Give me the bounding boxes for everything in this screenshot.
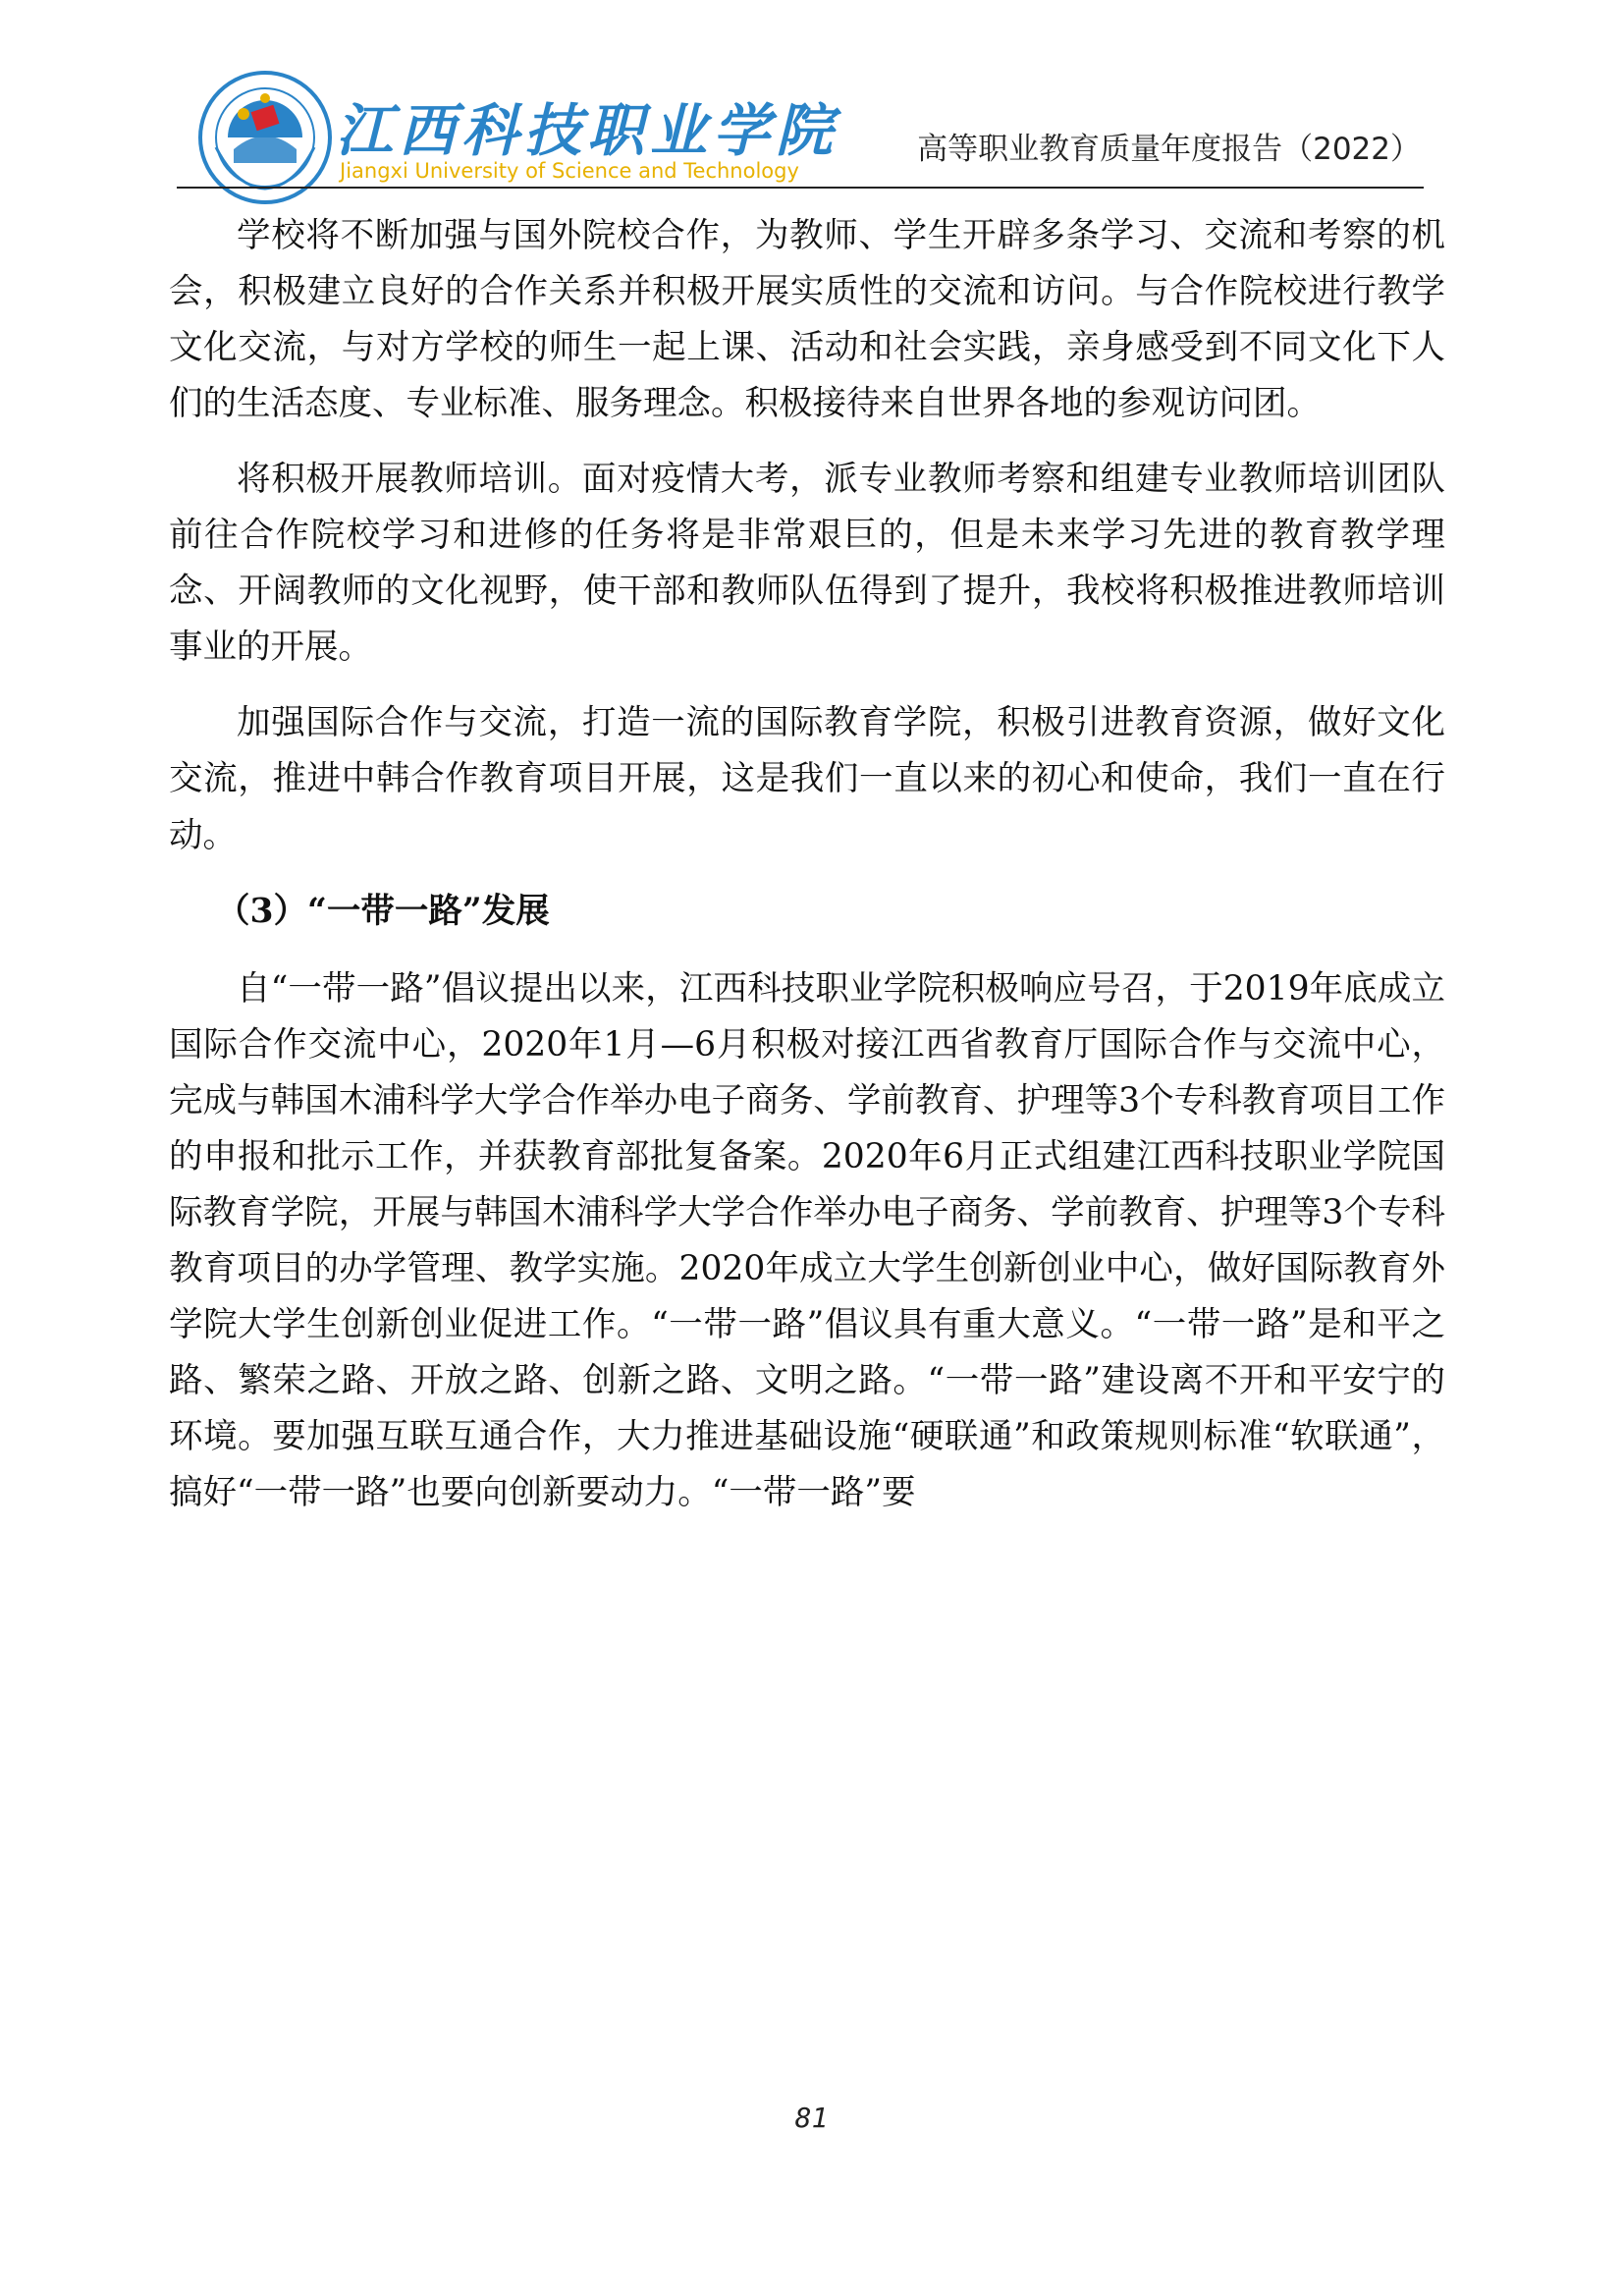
section-paragraph: 自“一带一路”倡议提出以来，江西科技职业学院积极响应号召，于2019年底成立国际合作交流中心，2020年1月—6月积极对接江西省教育厅国际合作与交流中心，完成与韩国木浦科学大学合作举办电子商务、学前教育、护理等3个专科教育项目工作的申报和批示工作，并获教育部批复备案。2020年6月正式组建江西科技职业学院国际教育学院，开展与韩国木浦科学大学合作举办电子商务、学前教育、护理等3个专科教育项目的办学管理、教学实施。2020年成立大学生创新创业中心，做好国际教育外学院大学生创新创业促进工作。“一带一路”倡议具有重大意义。“一带一路”是和平之路、繁荣之路、开放之路、创新之路、文明之路。“一带一路”建设离不开和平安宁的环境。要加强互联互通合作，大力推进基础设施“硬联通”和政策规则标准“软联通”，搞好“一带一路”也要向创新要动力。“一带一路”要 [169,969,1445,1513]
page-body [169,208,1445,1541]
paragraph: 加强国际合作与交流，打造一流的国际教育学院，积极引进教育资源，做好文化交流，推进中韩合作教育项目开展，这是我们一直以来的初心和使命，我们一直在行动。 [169,703,1445,855]
logo-english-name: Jiangxi University of Science and Technology [340,159,799,183]
report-title: 高等职业教育质量年度报告（2022） [917,132,1421,167]
header-divider [177,187,1424,189]
section-heading: （3）“一带一路”发展 [216,892,550,932]
paragraph: 将积极开展教师培训。面对疫情大考，派专业教师考察和组建专业教师培训团队前往合作院校学习和进修的任务将是非常艰巨的，但是未来学习先进的教育教学理念、开阔教师的文化视野，使干部和教师队伍得到了提升，我校将积极推进教师培训事业的开展。 [169,460,1445,667]
page-number: 81 [794,2102,829,2134]
university-emblem-icon [196,69,334,206]
logo-chinese-name: 江西科技职业学院 [336,97,839,164]
paragraph: 学校将不断加强与国外院校合作，为教师、学生开辟多条学习、交流和考察的机会，积极建立良好的合作关系并积极开展实质性的交流和访问。与合作院校进行教学文化交流，与对方学校的师生一起上课、活动和社会实践，亲身感受到不同文化下人们的生活态度、专业标准、服务理念。积极接待来自世界各地的参观访问团。 [169,216,1445,423]
page-header [196,57,1429,185]
